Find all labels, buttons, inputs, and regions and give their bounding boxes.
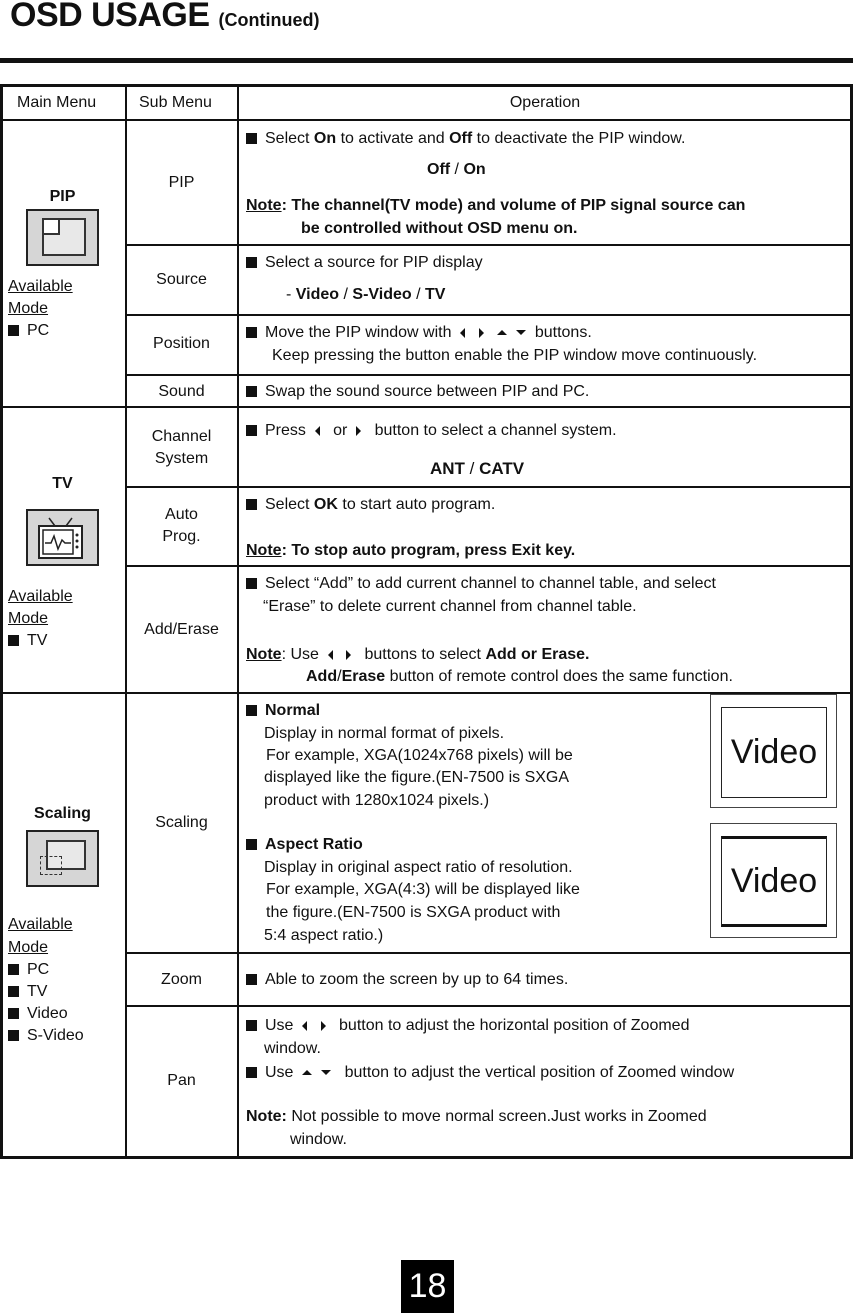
pan-note: Note: Not possible to move normal screen.Just works in Zoomed — [246, 1108, 707, 1125]
source-options: - Video / S-Video / TV — [286, 286, 446, 303]
tv-mode-label: Mode — [8, 610, 49, 627]
divider — [237, 85, 239, 1157]
aspect-line: the figure.(EN-7500 is SXGA product with — [266, 904, 561, 921]
pip-note-line2: be controlled without OSD menu on. — [301, 220, 578, 237]
pip-mode-label: Mode — [8, 300, 49, 317]
sub-pip: PIP — [168, 174, 195, 191]
pan-op-line2: Use button to adjust the vertical position of Zoomed window — [246, 1062, 734, 1084]
scaling-mode-label: Mode — [8, 939, 49, 956]
sub-scaling: Scaling — [155, 814, 208, 831]
tv-menu-label: TV — [52, 475, 73, 492]
right-arrow-icon — [479, 328, 484, 338]
position-op-line1: Move the PIP window with buttons. — [246, 322, 592, 344]
adderase-op-line1: Select “Add” to add current channel to channel table, and select — [246, 573, 716, 595]
pip-note: Note: The channel(TV mode) and volume of PIP signal source can — [246, 197, 746, 214]
sub-position: Position — [153, 335, 210, 352]
tv-mode-item: TV — [8, 630, 47, 652]
up-arrow-icon — [302, 1070, 312, 1075]
zoom-op-line1: Able to zoom the screen by up to 64 times. — [246, 969, 568, 991]
scaling-menu-label: Scaling — [34, 805, 91, 822]
header-rule — [0, 58, 853, 63]
divider — [126, 486, 853, 488]
position-op-line2: Keep pressing the button enable the PIP window move continuously. — [272, 347, 758, 364]
divider — [126, 1005, 853, 1007]
sub-add-erase: Add/Erase — [144, 621, 219, 638]
page-title: OSD USAGE (Continued) — [10, 0, 320, 34]
sub-zoom: Zoom — [161, 971, 202, 988]
pip-options: Off / On — [427, 161, 486, 178]
normal-figure-screen: Video — [721, 707, 827, 798]
adderase-op-line2: “Erase” to delete current channel from channel table. — [263, 598, 637, 615]
scaling-available-label: Available — [8, 916, 73, 933]
scaling-mode-item: Video — [8, 1003, 68, 1025]
header-sub-menu: Sub Menu — [139, 94, 212, 111]
left-arrow-icon — [328, 650, 333, 660]
pip-menu-label: PIP — [49, 188, 76, 205]
sub-pan: Pan — [167, 1072, 196, 1089]
auto-note: Note: To stop auto program, press Exit key. — [246, 542, 576, 559]
scaling-mode-item: S-Video — [8, 1025, 84, 1047]
channel-op-line1: Press or button to select a channel system. — [246, 420, 617, 442]
tv-available-label: Available — [8, 588, 73, 605]
right-arrow-icon — [321, 1021, 326, 1031]
down-arrow-icon — [321, 1070, 331, 1075]
right-arrow-icon — [356, 426, 361, 436]
normal-heading: Normal — [246, 700, 320, 722]
left-arrow-icon — [460, 328, 465, 338]
source-op-line1: Select a source for PIP display — [246, 252, 483, 274]
sub-channel-system: Channel System — [151, 428, 212, 467]
adderase-note-line2: Add/Erase button of remote control does the same function. — [306, 668, 733, 685]
pip-icon — [26, 209, 99, 266]
sub-sound: Sound — [158, 383, 205, 400]
normal-figure — [710, 694, 837, 808]
header-operation: Operation — [509, 94, 581, 111]
divider — [0, 406, 853, 408]
aspect-line: Display in original aspect ratio of resolution. — [264, 859, 573, 876]
left-arrow-icon — [302, 1021, 307, 1031]
pip-available-label: Available — [8, 278, 73, 295]
aspect-line: 5:4 aspect ratio.) — [264, 927, 384, 944]
scaling-mode-item: PC — [8, 959, 49, 981]
adderase-note: Note: Use buttons to select Add or Erase. — [246, 646, 590, 663]
pip-op-line1: Select On to activate and Off to deactivate the PIP window. — [246, 128, 685, 150]
normal-line: Display in normal format of pixels. — [264, 725, 505, 742]
divider — [126, 244, 853, 246]
right-arrow-icon — [346, 650, 351, 660]
channel-options: ANT / CATV — [430, 459, 525, 478]
normal-line: For example, XGA(1024x768 pixels) will be — [266, 747, 573, 764]
pip-mode-item: PC — [8, 320, 49, 342]
aspect-figure-screen: Video — [721, 836, 827, 927]
tv-icon — [26, 509, 99, 566]
sound-op-line1: Swap the sound source between PIP and PC. — [246, 381, 589, 403]
divider — [126, 374, 853, 376]
page-subtitle: (Continued) — [218, 10, 320, 30]
page-number: 18 — [401, 1260, 454, 1313]
aspect-line: For example, XGA(4:3) will be displayed like — [266, 881, 580, 898]
divider — [126, 314, 853, 316]
normal-line: product with 1280x1024 pixels.) — [264, 792, 490, 809]
scaling-mode-item: TV — [8, 981, 47, 1003]
normal-line: displayed like the figure.(EN-7500 is SXGA — [264, 769, 570, 786]
sub-auto-prog: Auto Prog. — [162, 506, 201, 545]
tv-icon-graphic — [28, 511, 97, 564]
divider — [126, 952, 853, 954]
divider — [126, 565, 853, 567]
divider — [0, 119, 853, 121]
header-main-menu: Main Menu — [17, 94, 97, 111]
auto-op-line1: Select OK to start auto program. — [246, 494, 495, 516]
pan-op-line1: Use button to adjust the horizontal position of Zoomed — [246, 1015, 689, 1037]
scaling-icon — [26, 830, 99, 887]
pan-op-line1b: window. — [264, 1040, 321, 1057]
down-arrow-icon — [516, 330, 526, 335]
left-arrow-icon — [315, 426, 320, 436]
up-arrow-icon — [497, 330, 507, 335]
aspect-figure — [710, 823, 837, 938]
pan-note-line2: window. — [290, 1131, 347, 1148]
sub-source: Source — [156, 271, 207, 288]
aspect-heading: Aspect Ratio — [246, 834, 363, 856]
